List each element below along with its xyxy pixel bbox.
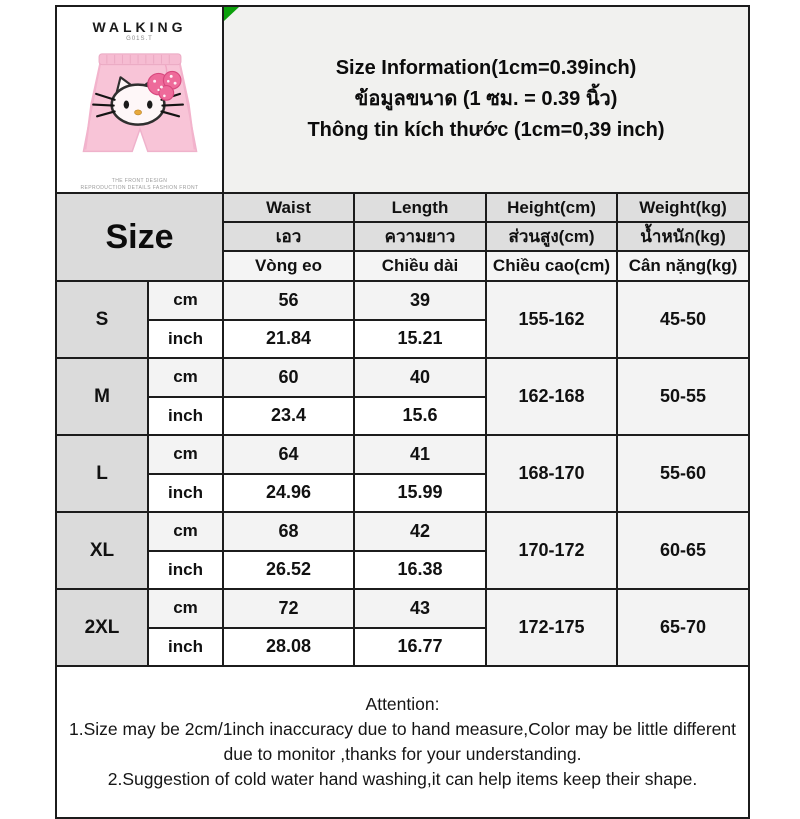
s-length-cm: 39: [354, 281, 486, 320]
table-row-l-cm: [56, 435, 749, 474]
table-row-s-cm: [56, 281, 749, 320]
l-weight-range: 55-60: [617, 435, 749, 512]
col-header-length-th: ความยาว: [354, 222, 486, 251]
col-header-weight-en: Weight(kg): [617, 193, 749, 222]
col-header-waist-en: Waist: [223, 193, 354, 222]
2xl-weight-range: 65-70: [617, 589, 749, 666]
product-image-cell: [56, 6, 223, 193]
l-height-range: 168-170: [486, 435, 617, 512]
size-label-xl: XL: [56, 512, 148, 589]
unit-inch: inch: [148, 551, 223, 590]
col-header-height-en: Height(cm): [486, 193, 617, 222]
unit-cm: cm: [148, 512, 223, 551]
attention-row: [56, 666, 749, 818]
unit-cm: cm: [148, 589, 223, 628]
top-row: [56, 6, 749, 193]
attention-note-2: 2.Suggestion of cold water hand washing,it can help items keep their shape.: [107, 769, 698, 789]
s-waist-inch: 21.84: [223, 320, 354, 359]
attention-title: Attention:: [365, 694, 440, 714]
l-waist-inch: 24.96: [223, 474, 354, 513]
2xl-height-range: 172-175: [486, 589, 617, 666]
product-photo: [62, 44, 218, 178]
size-label-s: S: [56, 281, 148, 358]
size-label-m: M: [56, 358, 148, 435]
m-waist-inch: 23.4: [223, 397, 354, 436]
s-length-inch: 15.21: [354, 320, 486, 359]
l-length-inch: 15.99: [354, 474, 486, 513]
col-header-length-en: Length: [354, 193, 486, 222]
xl-waist-inch: 26.52: [223, 551, 354, 590]
attention-note-1: 1.Size may be 2cm/1inch inaccuracy due to hand measure,Color may be little different due to monitor ,thanks for your understanding.: [69, 719, 736, 764]
kitty-eye-left: [123, 101, 128, 109]
col-header-weight-th: น้ำหนัก(kg): [617, 222, 749, 251]
col-header-height-th: ส่วนสูง(cm): [486, 222, 617, 251]
col-header-height-vn: Chiều cao(cm): [486, 251, 617, 281]
xl-waist-cm: 68: [223, 512, 354, 551]
xl-height-range: 170-172: [486, 512, 617, 589]
table-row-2xl-cm: [56, 589, 749, 628]
size-header-cell: Size: [56, 193, 223, 281]
l-waist-cm: 64: [223, 435, 354, 474]
col-header-weight-vn: Cân nặng(kg): [617, 251, 749, 281]
m-weight-range: 50-55: [617, 358, 749, 435]
brand-text: WALKING: [92, 19, 187, 35]
unit-inch: inch: [148, 628, 223, 667]
size-label-l: L: [56, 435, 148, 512]
xl-length-inch: 16.38: [354, 551, 486, 590]
brand-subtext: G01S.T: [126, 36, 153, 42]
unit-inch: inch: [148, 474, 223, 513]
unit-inch: inch: [148, 320, 223, 359]
l-length-cm: 41: [354, 435, 486, 474]
m-height-range: 162-168: [486, 358, 617, 435]
table-row-xl-cm: [56, 512, 749, 551]
title-th: ข้อมูลขนาด (1 ซม. = 0.39 นิ้ว): [354, 88, 618, 110]
2xl-waist-inch: 28.08: [223, 628, 354, 667]
2xl-length-inch: 16.77: [354, 628, 486, 667]
title-vn: Thông tin kích thước (1cm=0,39 inch): [307, 119, 665, 141]
col-header-length-vn: Chiều dài: [354, 251, 486, 281]
s-waist-cm: 56: [223, 281, 354, 320]
m-length-inch: 15.6: [354, 397, 486, 436]
col-header-waist-th: เอว: [223, 222, 354, 251]
col-header-waist-vn: Vòng eo: [223, 251, 354, 281]
kitty-nose: [134, 110, 141, 115]
green-corner-marker: [224, 7, 239, 21]
shorts-illustration: [62, 44, 218, 173]
unit-cm: cm: [148, 358, 223, 397]
s-height-range: 155-162: [486, 281, 617, 358]
m-length-cm: 40: [354, 358, 486, 397]
photo-caption: THE FRONT DESIGN REPRODUCTION DETAILS FASHION FRONT: [80, 178, 199, 191]
size-label-2xl: 2XL: [56, 589, 148, 666]
header-row-en: [56, 193, 749, 222]
2xl-waist-cm: 72: [223, 589, 354, 628]
unit-cm: cm: [148, 435, 223, 474]
s-weight-range: 45-50: [617, 281, 749, 358]
size-table: [55, 5, 750, 819]
title-cell: [223, 6, 749, 193]
size-chart-sheet: [55, 5, 748, 795]
kitty-eye-right: [147, 101, 152, 109]
attention-cell: [56, 666, 749, 818]
title-en: Size Information(1cm=0.39inch): [335, 57, 637, 79]
table-row-m-cm: [56, 358, 749, 397]
unit-cm: cm: [148, 281, 223, 320]
2xl-length-cm: 43: [354, 589, 486, 628]
shorts-waistband: [99, 54, 181, 65]
m-waist-cm: 60: [223, 358, 354, 397]
unit-inch: inch: [148, 397, 223, 436]
xl-weight-range: 60-65: [617, 512, 749, 589]
xl-length-cm: 42: [354, 512, 486, 551]
